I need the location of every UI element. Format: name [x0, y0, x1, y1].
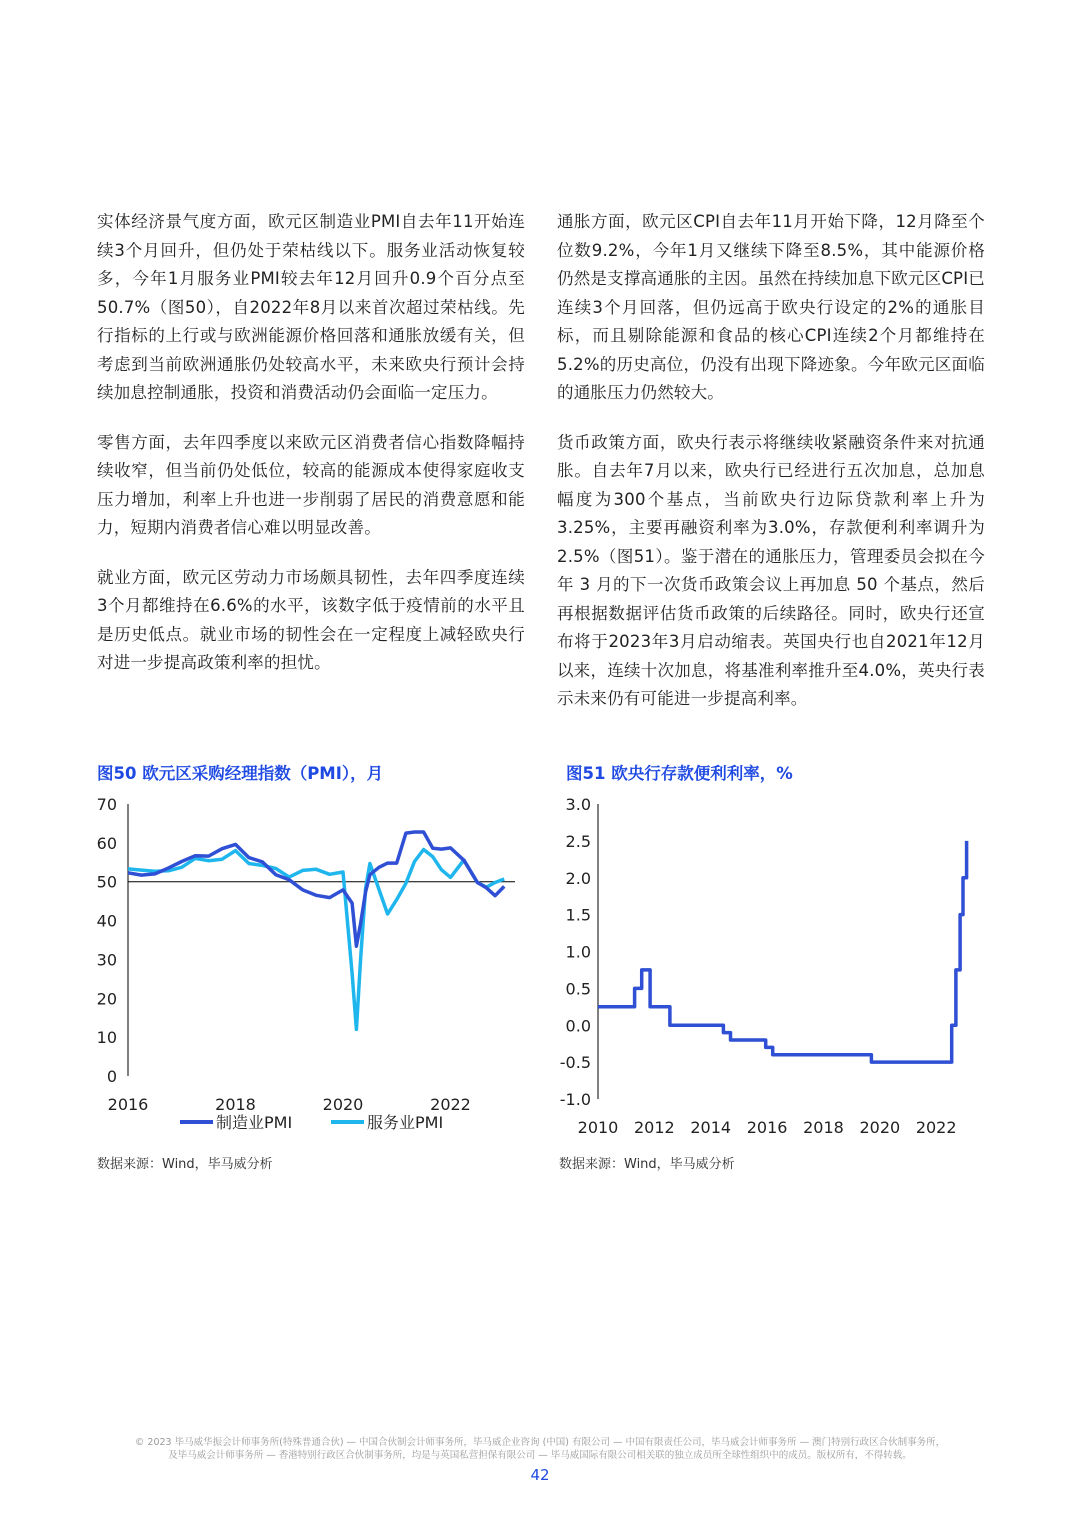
y-tick-label: 3.0: [565, 795, 591, 814]
paragraph-retail: 零售方面，去年四季度以来欧元区消费者信心指数降幅持续收窄，但当前仍处低位，较高的能源成本使得家庭收支压力增加，利率上升也进一步削弱了居民的消费意愿和能力，短期内消费者信心难以明显改善。: [97, 432, 525, 537]
series-line-services-pmi: [128, 850, 504, 1030]
y-tick-label: 10: [96, 1028, 117, 1048]
pmi-line-chart: [95, 790, 530, 1140]
y-tick-label: 1.0: [565, 942, 591, 962]
x-tick-label: 2014: [690, 1118, 732, 1137]
y-tick-label: 2.5: [565, 831, 591, 851]
x-tick-label: 2022: [430, 1095, 471, 1114]
figure-51-title: 图51 欧央行存款便利利率，%: [566, 764, 793, 783]
paragraph-monetary-policy: 货币政策方面，欧央行表示将继续收紧融资条件来对抗通胀。自去年7月以来，欧央行已经进行五次加息，总加息幅度为300个基点，当前欧央行边际贷款利率上升为3.25%，主要再融资利率为3.0%，存款便利利率调升为2.5%（图51）。鉴于潜在的通胀压力，管理委员会拟在今年 3 月的下一次货币政策会议上再加息 50 个基点，然后再根据数据评估货币政策的后续路径。同时，欧央行还宣布将于2023年3月启动缩表。英国央行也自2021年12月以来，连续十次加息，将基准利率推升至4.0%，英央行表示未来仍有可能进一步提高利率。: [557, 432, 985, 708]
right-column: [557, 208, 985, 735]
paragraph-employment: 就业方面，欧元区劳动力市场颇具韧性，去年四季度连续3个月都维持在6.6%的水平，该数字低于疫情前的水平且是历史低点。就业市场的韧性会在一定程度上减轻欧央行对进一步提高政策利率的担忧。: [97, 567, 525, 672]
x-tick-label: 2012: [634, 1118, 675, 1137]
y-tick-label: 40: [96, 911, 117, 931]
figure-51-source: 数据来源：Wind，毕马威分析: [559, 1157, 735, 1172]
y-tick-label: 60: [96, 833, 117, 853]
y-tick-label: -1.0: [559, 1090, 591, 1109]
page-number: 42: [530, 1466, 550, 1484]
x-tick-label: 2018: [215, 1095, 256, 1114]
x-tick-label: 2016: [746, 1118, 788, 1137]
y-tick-label: -0.5: [559, 1053, 591, 1073]
paragraph-inflation: 通胀方面，欧元区CPI自去年11月开始下降，12月降至个位数9.2%，今年1月又继续下降至8.5%，其中能源价格仍然是支撑高通胀的主因。虽然在持续加息下欧元区CPI已连续3个月回落，但仍远高于欧央行设定的2%的通胀目标，而且剔除能源和食品的核心CPI连续2个月都维持在5.2%的历史高位，仍没有出现下降迹象。今年欧元区面临的通胀压力仍然较大。: [557, 212, 985, 402]
x-tick-label: 2016: [107, 1095, 149, 1114]
y-tick-label: 2.0: [565, 868, 591, 888]
paragraph-economy: 实体经济景气度方面，欧元区制造业PMI自去年11开始连续3个月回升，但仍处于荣枯线以下。服务业活动恢复较多，今年1月服务业PMI较去年12月回升0.9个百分点至50.7%（图50），自2022年8月以来首次超过荣枯线。先行指标的上行或与欧洲能源价格回落和通胀放缓有关，但考虑到当前欧洲通胀仍处较高水平，未来欧央行预计会持续加息控制通胀，投资和消费活动仍会面临一定压力。: [97, 212, 525, 402]
x-tick-label: 2010: [577, 1118, 619, 1137]
legend-label-services: 服务业PMI: [367, 1113, 444, 1132]
y-tick-label: 0: [106, 1067, 117, 1086]
left-column: [97, 208, 525, 699]
series-line-deposit-rate: [598, 841, 967, 1062]
deposit-rate-line-chart: [550, 790, 980, 1140]
x-tick-label: 2022: [915, 1118, 957, 1137]
series-line-manufacturing-pmi: [128, 832, 504, 946]
y-tick-label: 50: [96, 872, 117, 892]
copyright-footer: [0, 1436, 1080, 1462]
x-tick-label: 2018: [803, 1118, 844, 1137]
legend-label-manufacturing: 制造业PMI: [216, 1113, 293, 1132]
y-tick-label: 70: [96, 795, 117, 814]
copyright-line-2: 及毕马威会计师事务所 — 香港特别行政区合伙制事务所，均是与英国私营担保有限公司 — 毕马威国际有限公司相关联的独立成员所全球性组织中的成员。版权所有，不得转载。: [168, 1450, 912, 1461]
y-tick-label: 20: [96, 989, 117, 1009]
copyright-line-1: © 2023 毕马威华振会计师事务所(特殊普通合伙) — 中国合伙制会计师事务所，毕马威企业咨询 (中国) 有限公司 — 中国有限责任公司，毕马威会计师事务所 — 澳门特别行政区合伙制事务所，: [134, 1437, 946, 1448]
figure-50-title: 图50 欧元区采购经理指数（PMI），月: [97, 764, 384, 783]
y-tick-label: 0.5: [565, 979, 591, 999]
figure-50-source: 数据来源：Wind，毕马威分析: [97, 1157, 273, 1172]
y-tick-label: 30: [96, 950, 117, 970]
y-tick-label: 0.0: [565, 1016, 591, 1036]
x-tick-label: 2020: [322, 1095, 364, 1114]
y-tick-label: 1.5: [565, 905, 591, 925]
x-tick-label: 2020: [859, 1118, 901, 1137]
